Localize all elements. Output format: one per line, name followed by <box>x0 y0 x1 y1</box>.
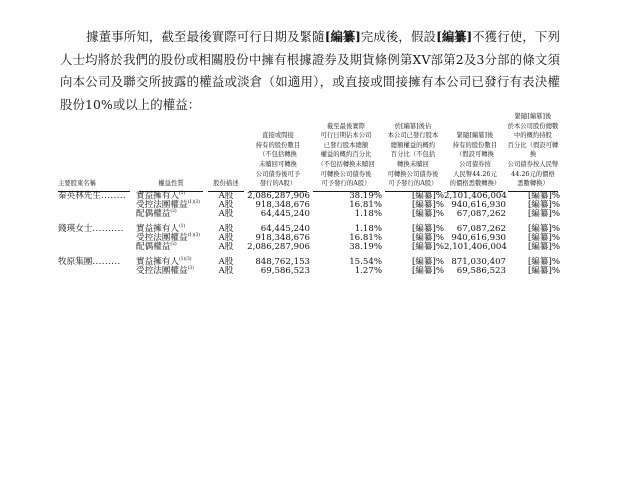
share-description: A股 <box>218 256 234 267</box>
shareholder-name <box>58 192 136 201</box>
column-header-line: 持有的股份數目 <box>452 141 498 149</box>
redaction-token: [編纂] <box>436 29 473 45</box>
shareholder-name-empty <box>58 234 136 243</box>
percentage-held: 38.19% <box>349 190 382 201</box>
shares-after-redaction: 940,616,930 <box>451 232 506 243</box>
column-header-line: 總額權益的概約 <box>390 141 436 149</box>
shares-after-redaction: 940,616,930 <box>451 199 506 210</box>
shareholder-name-text: 錢瑛女士 <box>58 223 93 234</box>
footnote-marker: (1)(3) <box>187 232 200 238</box>
column-header-line: 股份描述 <box>213 180 239 188</box>
nature-of-interest: 受控法團權益$^{(1)(3)}$ <box>136 199 200 210</box>
column-header-line: 截至最後實際 <box>326 122 366 130</box>
shares-after-redaction: 67,087,262 <box>456 208 506 219</box>
share-description: A股 <box>218 241 234 252</box>
table-row <box>58 210 560 219</box>
column-header-pct-after-redaction <box>382 112 444 189</box>
column-header-line: 已發行股本總額 <box>323 141 369 149</box>
shares-after-redaction: 67,087,262 <box>456 223 506 234</box>
footnote-marker: (2) <box>170 241 177 247</box>
nature-of-interest: 實益擁有人$^{(1)(3)}$ <box>136 256 192 267</box>
column-header-line: 持有的股份數目 <box>255 141 301 149</box>
column-header-line: 直接或間接 <box>262 132 294 140</box>
column-header-line: 於[編纂]後佔 <box>394 122 432 130</box>
percentage-of-total-after-redaction: [編纂]% <box>527 265 560 276</box>
column-header-line: 緊隨[編纂]後 <box>514 113 552 120</box>
percentage-held: 1.27% <box>354 265 382 276</box>
percentage-after-redaction: [編纂]% <box>411 232 444 243</box>
shareholder-name <box>58 225 136 234</box>
column-header-line: （不包括轉換未贖回 <box>317 160 375 168</box>
column-header-line: 悉數轉換） <box>517 180 549 188</box>
shareholder-name-empty <box>58 210 136 219</box>
column-header-line: 的價格悉數轉換） <box>449 180 501 188</box>
nature-of-interest: 受控法團權益$^{(1)(3)}$ <box>136 232 200 243</box>
nature-of-interest: 實益擁有人$^{(1)}$ <box>136 223 186 234</box>
column-header-line: 44.26元的價格 <box>511 170 555 178</box>
shares-after-redaction: 69,586,523 <box>456 265 506 276</box>
redaction-token: [編纂] <box>324 29 361 45</box>
table-head <box>58 112 560 189</box>
column-header-line: （假設可轉換 <box>455 151 495 159</box>
percentage-held: 1.18% <box>354 223 382 234</box>
intro-paragraph <box>60 26 560 116</box>
leader-dots: .......... <box>92 223 124 234</box>
nature-of-interest: 配偶權益$^{(2)}$ <box>136 241 177 252</box>
column-header-line: 緊隨[編纂]後 <box>456 132 494 140</box>
share-description: A股 <box>218 190 234 201</box>
column-header-line: 人民幣44.26元 <box>453 170 497 178</box>
shareholders-table-wrap <box>58 112 560 276</box>
percentage-of-total-after-redaction: [編纂]% <box>527 199 560 210</box>
column-header-line: 可轉換公司債券後 <box>320 170 372 178</box>
percentage-held: 38.19% <box>349 241 382 252</box>
percentage-after-redaction: [編纂]% <box>411 208 444 219</box>
nature-of-interest: 實益擁有人$^{(1)}$ <box>136 190 186 201</box>
shares-held: 918,348,676 <box>255 199 310 210</box>
shares-held: 848,762,153 <box>255 256 310 267</box>
column-header-pct-of-total-after-redaction <box>506 112 560 189</box>
shareholder-name-text: 秦英林先生 <box>58 190 101 201</box>
percentage-of-total-after-redaction: [編纂]% <box>527 256 560 267</box>
percentage-held: 16.81% <box>349 232 382 243</box>
footnote-marker: (1) <box>178 190 186 196</box>
table-body <box>58 189 560 276</box>
footnote-marker: (3) <box>187 265 194 271</box>
column-header-line: 主要股東名稱 <box>58 180 97 188</box>
percentage-after-redaction: [編纂]% <box>411 256 444 267</box>
column-header-line: 本公司已發行股本 <box>387 132 439 140</box>
shareholders-table <box>58 112 560 276</box>
column-header-line: 可轉換公司債券後 <box>387 170 439 178</box>
column-header-line: 百分比（不包括 <box>390 151 436 159</box>
footnote-marker: (1)(3) <box>178 256 192 262</box>
percentage-after-redaction: [編纂]% <box>411 190 444 201</box>
shares-after-redaction: 871,030,407 <box>451 256 506 267</box>
intro-text-segment: 不獲行使，下列人士均將於我們的股份或相關股份中擁有根據證券及期貨條例第XV部第2及3分部的條文須向本公司及聯交所披露的權益或淡倉（如適用），或直接或間接擁有本公司已發行有表決權股份10%或以上的權益： <box>60 29 560 112</box>
percentage-held: 1.18% <box>354 208 382 219</box>
footnote-marker: (1)(3) <box>187 199 200 205</box>
intro-paragraph-text <box>60 29 560 112</box>
share-description: A股 <box>218 232 234 243</box>
percentage-held: 15.54% <box>349 256 382 267</box>
column-header-share-description <box>206 112 246 189</box>
leader-dots: ........ <box>100 190 127 201</box>
column-header-line: 權益的概約百分比 <box>320 151 372 159</box>
percentage-after-redaction: [編纂]% <box>411 199 444 210</box>
shareholder-name-empty <box>58 201 136 210</box>
footnote-marker: (2) <box>170 208 177 214</box>
shares-held: 64,445,240 <box>260 208 310 219</box>
intro-text-segment: 完成後，假設 <box>360 29 437 45</box>
shares-held: 69,586,523 <box>260 265 310 276</box>
column-header-shareholder-name <box>58 112 136 189</box>
column-header-shares-after-redaction <box>444 112 506 189</box>
shares-after-redaction: 2,101,406,004 <box>444 241 507 252</box>
shares-held: 64,445,240 <box>260 223 310 234</box>
column-header-line: 於本公司股份總數 <box>507 122 559 130</box>
percentage-of-total-after-redaction: [編纂]% <box>527 208 560 219</box>
footnote-marker: (1) <box>178 223 186 229</box>
column-header-line: 可行日期佔本公司 <box>320 132 372 140</box>
column-header-line: 公司債券後可予 <box>255 170 301 178</box>
percentage-of-total-after-redaction: [編纂]% <box>527 223 560 234</box>
column-header-line: 可予發行的A股） <box>388 180 438 188</box>
column-header-line: 未贖回可轉換 <box>258 160 298 168</box>
percentage-of-total-after-redaction: [編纂]% <box>527 190 560 201</box>
shares-held: 918,348,676 <box>255 232 310 243</box>
shareholder-name-empty <box>58 243 136 252</box>
percentage-after-redaction: [編纂]% <box>411 265 444 276</box>
table-row <box>58 243 560 252</box>
percentage-after-redaction: [編纂]% <box>411 241 444 252</box>
column-header-line: 百分比（假設可轉換 <box>507 141 559 159</box>
column-header-line: 權益性質 <box>158 180 184 188</box>
table-row <box>58 267 560 276</box>
column-header-line: 發行的A股） <box>259 180 297 188</box>
share-description: A股 <box>218 208 234 219</box>
column-header-line: 公司債券按人民幣 <box>507 160 559 168</box>
column-header-nature-of-interest <box>136 112 206 189</box>
share-description: A股 <box>218 265 234 276</box>
leader-dots: ......... <box>92 256 121 267</box>
nature-of-interest: 受控法團權益$^{(3)}$ <box>136 265 194 276</box>
column-header-line: 轉換未贖回 <box>397 160 429 168</box>
shares-held: 2,086,287,906 <box>247 241 310 252</box>
percentage-of-total-after-redaction: [編纂]% <box>527 241 560 252</box>
column-header-line: 公司債券按 <box>459 160 491 168</box>
percentage-held: 16.81% <box>349 199 382 210</box>
shares-held: 2,086,287,906 <box>247 190 310 201</box>
nature-of-interest: 配偶權益$^{(2)}$ <box>136 208 177 219</box>
shareholder-name-text: 牧原集團 <box>58 256 93 267</box>
shareholder-name <box>58 258 136 267</box>
column-header-line: 中的概約持股 <box>513 132 553 140</box>
percentage-of-total-after-redaction: [編纂]% <box>527 232 560 243</box>
column-header-line: （不包括轉換 <box>258 151 298 159</box>
intro-text-segment: 據董事所知，截至最後實際可行日期及緊隨 <box>86 29 325 45</box>
percentage-after-redaction: [編纂]% <box>411 223 444 234</box>
column-header-shares-held <box>246 112 310 189</box>
shares-after-redaction: 2,101,406,004 <box>444 190 507 201</box>
table-header-row <box>58 112 560 189</box>
column-header-pct-of-issued-share-capital <box>310 112 382 189</box>
column-header-line: 可予發行的A股） <box>321 180 371 188</box>
share-description: A股 <box>218 199 234 210</box>
share-description: A股 <box>218 223 234 234</box>
shareholder-name-empty <box>58 267 136 276</box>
